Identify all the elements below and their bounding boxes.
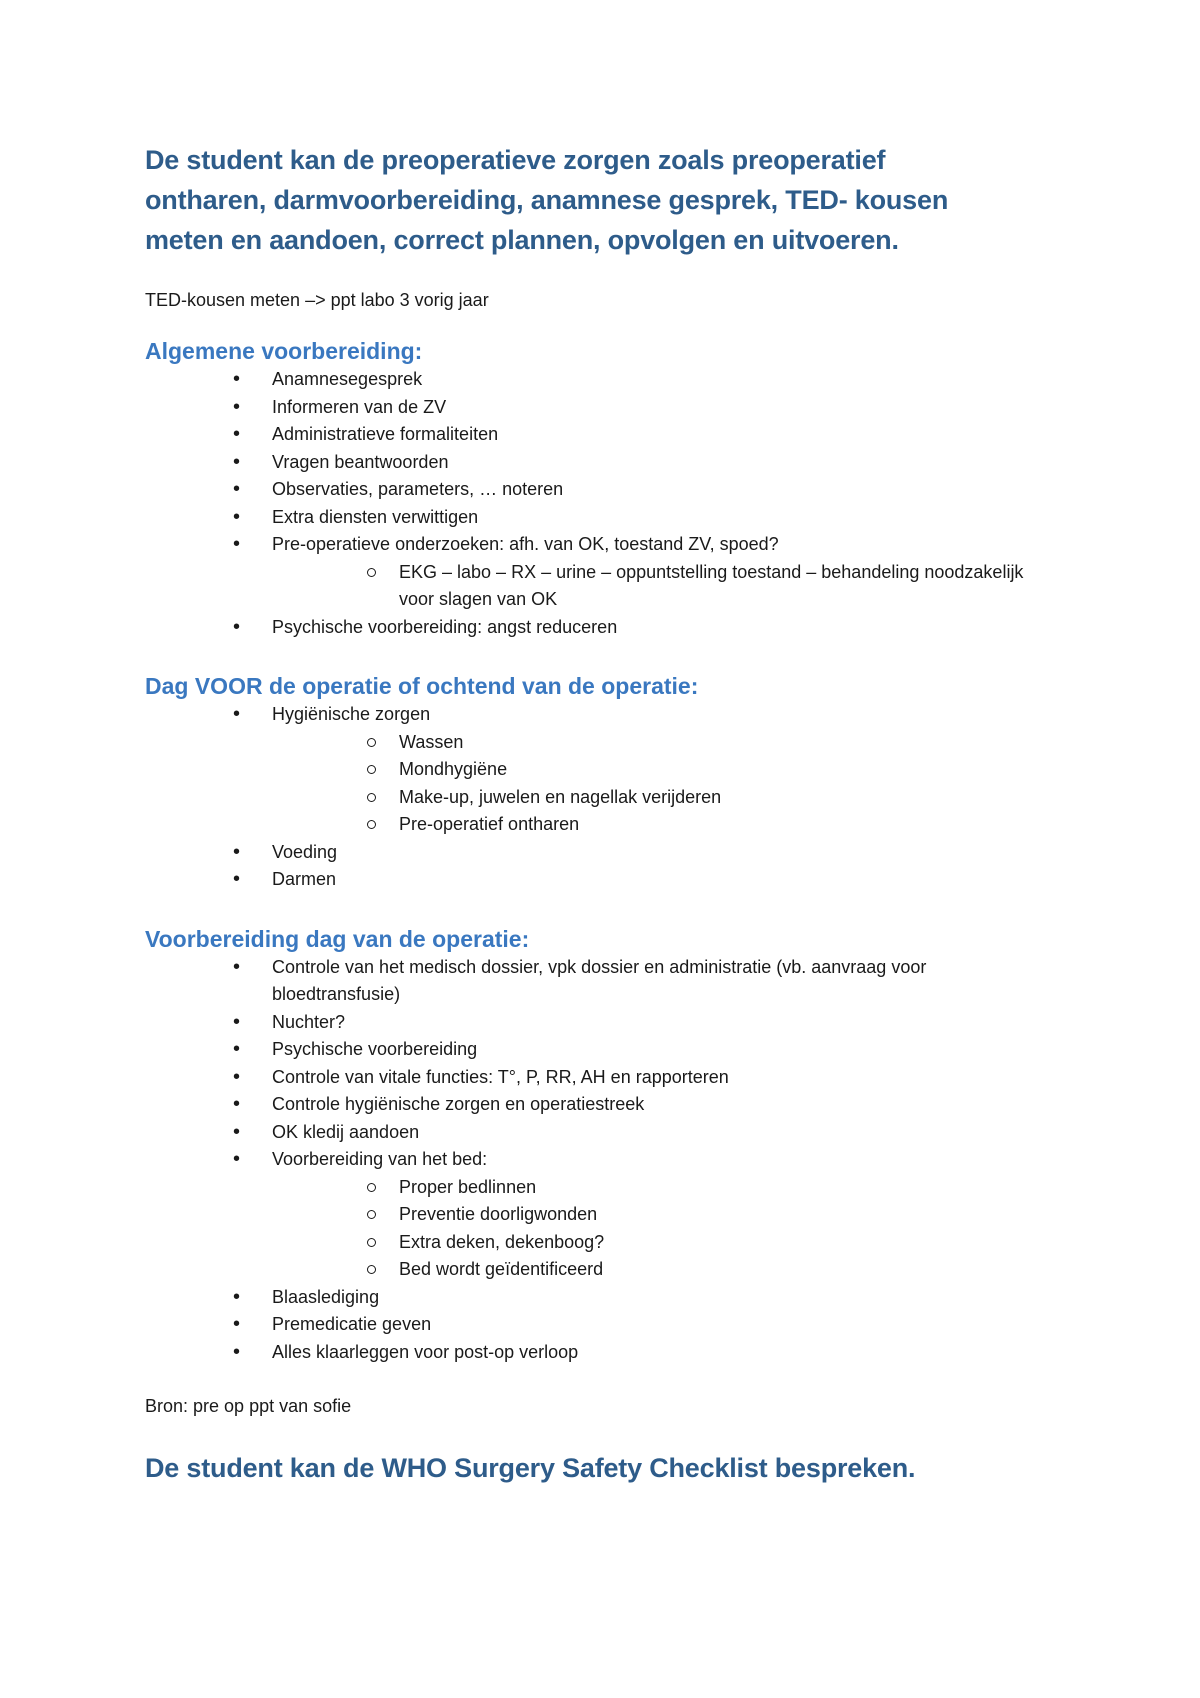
bullet-list — [145, 701, 1045, 894]
source-note: Bron: pre op ppt van sofie — [145, 1396, 352, 1416]
bullet-icon: • — [233, 478, 241, 500]
document-page — [145, 140, 1045, 1488]
section-algemene-voorbereiding — [145, 336, 1045, 641]
list-item: • Darmen — [145, 866, 1045, 894]
sub-list — [272, 559, 1045, 614]
list-item: • Informeren van de ZV — [145, 394, 1045, 422]
circle-bullet-icon — [367, 1265, 376, 1274]
bullet-list — [145, 366, 1045, 641]
bullet-icon: • — [233, 533, 241, 555]
section-dag-voor-operatie — [145, 671, 1045, 894]
list-item: • Voorbereiding van het bed: Proper bedlinnen Preventie doorligwonden Extra deken, dekenboog? Bed wordt geïdentificeerd — [145, 1146, 1045, 1284]
bullet-icon: • — [233, 1010, 241, 1033]
section-title: Algemene voorbereiding: — [145, 338, 423, 364]
list-item: • Hygiënische zorgen Wassen Mondhygiëne Make-up, juwelen en nagellak verijderen Pre-operatief ontharen — [145, 701, 1045, 839]
bullet-icon: • — [233, 1065, 241, 1088]
list-item: • Administratieve formaliteiten — [145, 421, 1045, 449]
list-item: • Extra diensten verwittigen — [145, 504, 1045, 532]
circle-bullet-icon — [367, 1183, 376, 1192]
sub-list-item: Preventie doorligwonden — [272, 1201, 1045, 1229]
sub-list-item: Proper bedlinnen — [272, 1174, 1045, 1202]
circle-bullet-icon — [367, 738, 376, 747]
main-heading — [145, 140, 1045, 260]
list-item: • Nuchter? — [145, 1009, 1045, 1037]
sub-list — [272, 1174, 1045, 1284]
sub-list — [272, 729, 1045, 839]
list-item: • Psychische voorbereiding — [145, 1036, 1045, 1064]
sub-list-item: Extra deken, dekenboog? — [272, 1229, 1045, 1257]
bullet-icon: • — [233, 1340, 241, 1363]
list-item: • Controle hygiënische zorgen en operatiestreek — [145, 1091, 1045, 1119]
circle-bullet-icon — [367, 1210, 376, 1219]
list-item: • Observaties, parameters, … noteren — [145, 476, 1045, 504]
bullet-icon: • — [233, 840, 241, 863]
list-item: • Premedicatie geven — [145, 1311, 1045, 1339]
bullet-icon: • — [233, 955, 241, 978]
list-item: • Pre-operatieve onderzoeken: afh. van OK, toestand ZV, spoed? EKG – labo – RX – urine – oppuntstelling toestand – behandeling noodzakelijk voor slagen van OK — [145, 531, 1045, 614]
bullet-icon: • — [233, 1313, 241, 1335]
section-title: Dag VOOR de operatie of ochtend van de operatie: — [145, 673, 699, 699]
sub-list-item: Make-up, juwelen en nagellak verijderen — [272, 784, 1045, 812]
circle-bullet-icon — [367, 568, 376, 577]
list-item: • Anamnesegesprek — [145, 366, 1045, 394]
bullet-icon: • — [233, 1148, 241, 1170]
list-item: • Controle van vitale functies: T°, P, RR, AH en rapporteren — [145, 1064, 1045, 1092]
bullet-icon: • — [233, 703, 241, 725]
list-item: • Vragen beantwoorden — [145, 449, 1045, 477]
bullet-icon: • — [233, 368, 241, 390]
sub-list-item: EKG – labo – RX – urine – oppuntstelling toestand – behandeling noodzakelijk voor slagen van OK — [272, 559, 1045, 614]
section-voorbereiding-dag-operatie — [145, 924, 1045, 1367]
main-heading-line: meten en aandoen, correct plannen, opvolgen en uitvoeren. — [145, 225, 899, 255]
circle-bullet-icon — [367, 820, 376, 829]
bullet-icon: • — [233, 395, 241, 418]
bullet-list — [145, 954, 1045, 1367]
bullet-icon: • — [233, 423, 241, 445]
bullet-icon: • — [233, 1285, 241, 1308]
circle-bullet-icon — [367, 1238, 376, 1247]
list-item: • Psychische voorbereiding: angst reduceren — [145, 614, 1045, 642]
bullet-icon: • — [233, 868, 241, 890]
ted-note: TED-kousen meten –> ppt labo 3 vorig jaar — [145, 290, 489, 310]
section-title: Voorbereiding dag van de operatie: — [145, 925, 530, 952]
bullet-icon: • — [233, 505, 241, 528]
final-heading: De student kan de WHO Surgery Safety Checklist bespreken. — [145, 1453, 916, 1483]
list-item: • Blaaslediging — [145, 1284, 1045, 1312]
main-heading-line: De student kan de preoperatieve zorgen zoals preoperatief — [145, 145, 886, 175]
sub-list-item: Bed wordt geïdentificeerd — [272, 1256, 1045, 1284]
circle-bullet-icon — [367, 793, 376, 802]
list-item: • Alles klaarleggen voor post-op verloop — [145, 1339, 1045, 1367]
sub-list-item: Wassen — [272, 729, 1045, 757]
bullet-icon: • — [233, 1120, 241, 1143]
sub-list-item: Mondhygiëne — [272, 756, 1045, 784]
main-heading-line: ontharen, darmvoorbereiding, anamnese gesprek, TED- kousen — [145, 185, 949, 215]
sub-list-item: Pre-operatief ontharen — [272, 811, 1045, 839]
list-item: • Voeding — [145, 839, 1045, 867]
list-item: • OK kledij aandoen — [145, 1119, 1045, 1147]
list-item: • Controle van het medisch dossier, vpk dossier en administratie (vb. aanvraag voor bloedtransfusie) — [233, 955, 927, 1004]
bullet-icon: • — [233, 1093, 241, 1115]
bullet-icon: • — [233, 615, 241, 638]
circle-bullet-icon — [367, 765, 376, 774]
bullet-icon: • — [233, 1038, 241, 1060]
bullet-icon: • — [233, 450, 241, 473]
